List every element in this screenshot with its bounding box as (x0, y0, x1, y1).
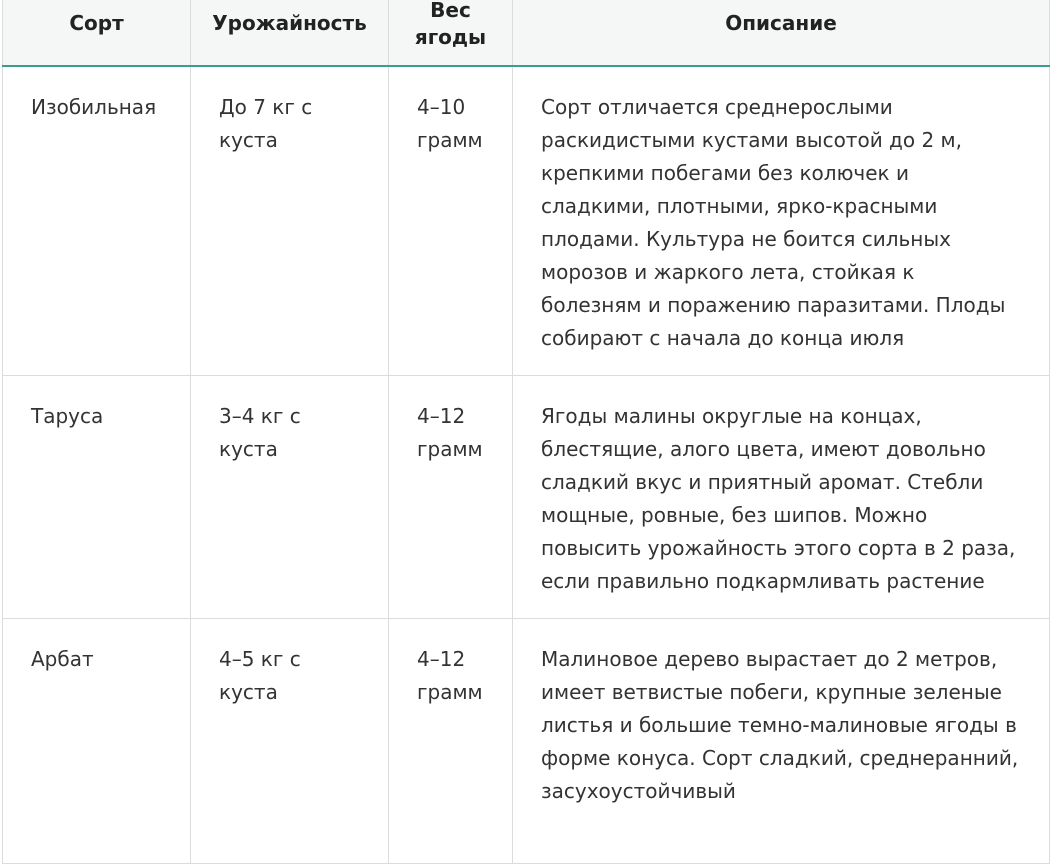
cell-yield: До 7 кг с куста (191, 66, 389, 376)
cell-yield: 3–4 кг с куста (191, 376, 389, 619)
table-row (3, 376, 1050, 619)
cell-variety: Изобильная (3, 66, 191, 376)
cell-weight: 4–10 грамм (389, 66, 513, 376)
column-header-variety: Сорт (3, 0, 191, 66)
cell-weight: 4–12 грамм (389, 376, 513, 619)
raspberry-varieties-table (2, 0, 1050, 864)
table-row (3, 66, 1050, 376)
cell-variety: Арбат (3, 619, 191, 864)
table-header-row (3, 0, 1050, 66)
cell-description: Малиновое дерево вырастает до 2 метров, имеет ветвистые побеги, крупные зеленые листья и большие темно-малиновые ягоды в форме конуса. Сорт сладкий, среднеранний, засухоустойчивый (513, 619, 1050, 864)
cell-description: Ягоды малины округлые на концах, блестящие, алого цвета, имеют довольно сладкий вкус и приятный аромат. Стебли мощные, ровные, без шипов. Можно повысить урожайность этого сорта в 2 раза, если правильно подкармливать растение (513, 376, 1050, 619)
cell-yield: 4–5 кг с куста (191, 619, 389, 864)
cell-description: Сорт отличается среднерослыми раскидистыми кустами высотой до 2 м, крепкими побегами без колючек и сладкими, плотными, ярко-красными плодами. Культура не боится сильных морозов и жаркого лета, стойкая к болезням и поражению паразитами. Плоды собирают с начала до конца июля (513, 66, 1050, 376)
table-row (3, 619, 1050, 864)
cell-weight: 4–12 грамм (389, 619, 513, 864)
column-header-description: Описание (513, 0, 1050, 66)
column-header-weight: Вес ягоды (389, 0, 513, 66)
cell-variety: Таруса (3, 376, 191, 619)
column-header-yield: Урожайность (191, 0, 389, 66)
